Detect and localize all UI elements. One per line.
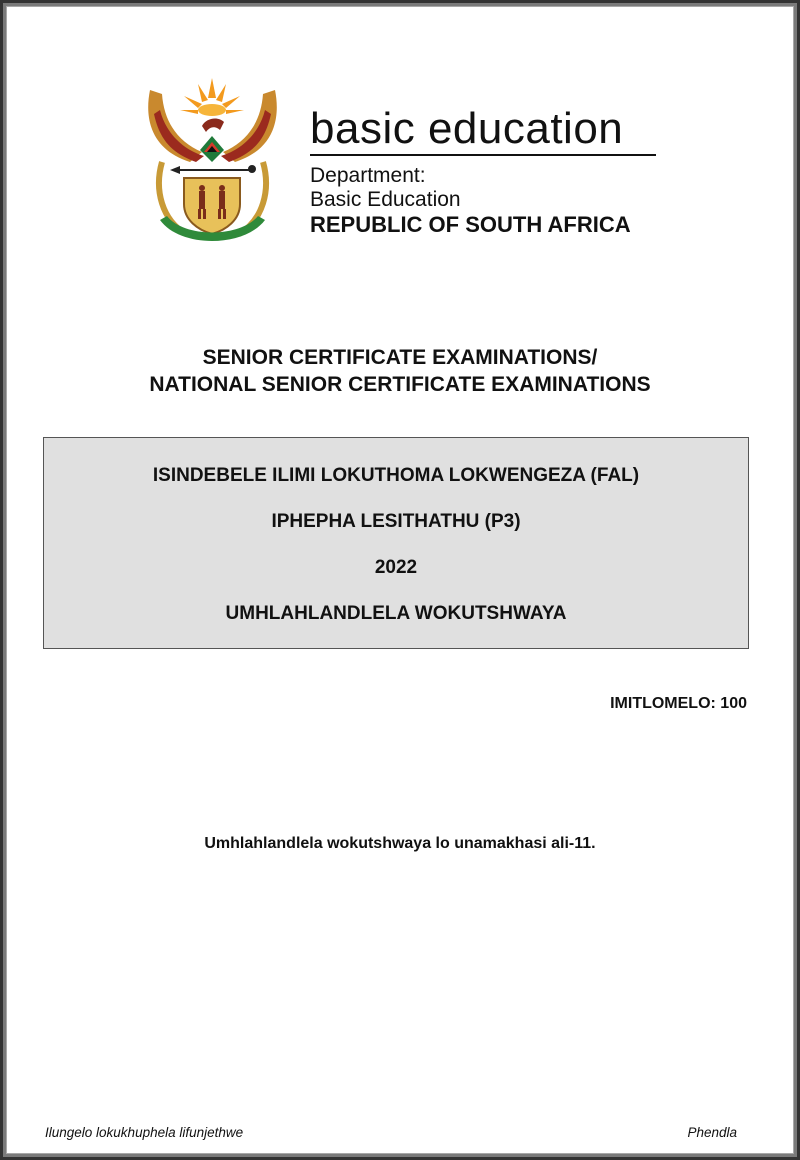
- page-count-note: Umhlahlandlela wokutshwaya lo unamakhasi ali-11.: [204, 835, 596, 852]
- exam-year: 2022: [374, 557, 418, 578]
- subject-name: ISINDEBELE ILIMI LOKUTHOMA LOKWENGEZA (FAL): [152, 465, 640, 486]
- total-marks: IMITLOMELO: 100: [610, 695, 747, 712]
- turn-over-note: Phendla: [687, 1125, 737, 1140]
- exam-title: [7, 344, 793, 398]
- exam-title-line1: SENIOR CERTIFICATE EXAMINATIONS/: [202, 346, 598, 369]
- paper-number: IPHEPHA LESITHATHU (P3): [271, 511, 521, 532]
- brand-name: basic education: [310, 104, 624, 153]
- country-name: REPUBLIC OF SOUTH AFRICA: [310, 212, 631, 237]
- department-block: [310, 164, 461, 212]
- subject-box: [43, 437, 749, 649]
- brand-divider: [310, 154, 656, 156]
- copyright-notice: Ilungelo lokukhuphela lifunjethwe: [45, 1125, 244, 1140]
- exam-title-line2: NATIONAL SENIOR CERTIFICATE EXAMINATIONS: [149, 373, 651, 396]
- department-label: Department:: [310, 164, 426, 187]
- department-name: Basic Education: [310, 188, 461, 211]
- document-page: [7, 7, 793, 1153]
- coat-of-arms-icon: [140, 70, 285, 250]
- document-type: UMHLAHLANDLELA WOKUTSHWAYA: [225, 603, 567, 624]
